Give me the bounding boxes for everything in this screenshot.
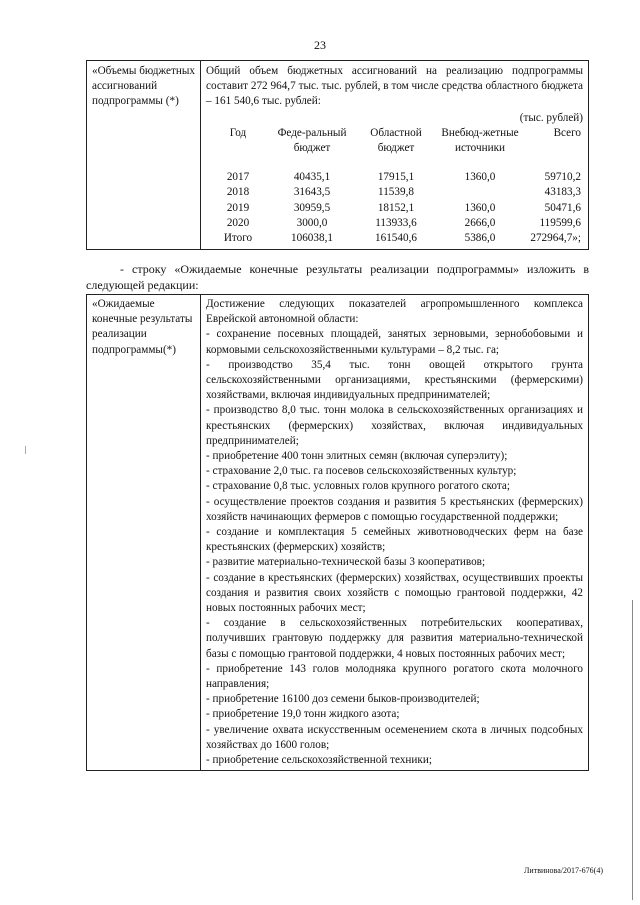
cell-total: 59710,2 [544, 171, 581, 184]
cell-regional: 161540,6 [375, 232, 417, 245]
cell-federal: 30959,5 [293, 201, 331, 214]
financing-table [206, 126, 583, 246]
list-item: - приобретение сельскохозяйственной техники; [206, 754, 432, 767]
list-item: - приобретение 16100 доз семени быков-производителей; [206, 693, 480, 706]
cell-extrabudget: 2666,0 [464, 216, 496, 229]
cell-total: 50471,6 [544, 201, 581, 214]
list-item: - страхование 2,0 тыс. га посевов сельскохозяйственных культур; [206, 465, 517, 478]
cell-federal: 31643,5 [293, 186, 331, 199]
cell-regional: 113933,6 [375, 216, 417, 229]
list-item: - сохранение посевных площадей, занятых зерновыми, зернобобовыми и кормовыми сельскохозяйственными культурами – 8,2 тыс. га; [206, 328, 583, 356]
header-total: Всего [553, 126, 581, 139]
list-item: - приобретение 143 голов молодняка крупного рогатого скота молочного направления; [206, 662, 583, 691]
cell-regional: 17915,1 [377, 171, 415, 184]
list-item: - создание в крестьянских (фермерских) хозяйствах, осуществивших проекты создания и развития своих хозяйств с помощью грантовой поддержки, 42 новых постоянных рабочих мест; [206, 571, 583, 615]
list-item: - приобретение 400 тонн элитных семян (включая суперэлиту); [206, 450, 508, 463]
cell-federal: 40435,1 [293, 171, 331, 184]
table-row-total [206, 231, 583, 246]
instruction-text: - строку «Ожидаемые конечные результаты реализации подпрограммы» изложить в следующей редакции: [86, 262, 589, 292]
cell-extrabudget: 5386,0 [464, 232, 496, 245]
scan-mark [25, 446, 26, 454]
cell-year: 2017 [226, 171, 250, 184]
list-item: - увеличение охвата искусственным осеменением скота в личных подсобных хозяйствах до 1600 голов; [206, 723, 583, 751]
cell-extrabudget: 1360,0 [464, 171, 496, 184]
page-number: 23 [314, 38, 326, 52]
table-row [206, 201, 583, 216]
cell-federal: 106038,1 [291, 232, 333, 245]
list-item: - создание в сельскохозяйственных потребительских кооперативах, получивших грантовую поддержку для развития материально-технической базы с помощью грантовой поддержки, 4 новых постоянных рабочих мест; [206, 617, 583, 660]
cell-total: 119599,6 [539, 216, 581, 229]
table-row [206, 170, 583, 185]
header-federal: Феде-ральный бюджет [277, 126, 347, 155]
results-table [86, 294, 589, 771]
header-regional: Областной бюджет [370, 126, 422, 155]
list-item: - осуществление проектов создания и развития 5 крестьянских (фермерских) хозяйств начинающих фермеров с помощью государственной поддержки; [206, 495, 583, 523]
header-extrabudget: Внебюд-жетные источники [441, 126, 519, 155]
cell-total: 272964,7»; [530, 232, 581, 245]
budget-content [201, 61, 589, 250]
cell-federal: 3000,0 [296, 216, 328, 229]
footer-ref: Литвинова/2017-676(4) [524, 866, 603, 875]
results-content [201, 295, 589, 771]
cell-year: 2018 [226, 186, 250, 199]
cell-regional: 18152,1 [377, 201, 415, 214]
cell-extrabudget [438, 185, 522, 200]
cell-regional: 11539,8 [378, 186, 414, 199]
table-row [206, 216, 583, 231]
cell-year: 2019 [226, 201, 250, 214]
list-item: - страхование 0,8 тыс. условных голов крупного рогатого скота; [206, 480, 510, 493]
results-label: «Ожидаемые конечные результаты реализации подпрограммы(*) [87, 295, 201, 771]
list-item: - создание и комплектация 5 семейных животноводческих ферм на базе крестьянских (фермерских) хозяйств; [206, 526, 583, 554]
list-item: - производство 35,4 тыс. тонн овощей открытого грунта сельскохозяйственными организациями, крестьянскими (фермерскими) хозяйствами, включая индивидуальных предпринимателей; [206, 358, 583, 402]
cell-total: 43183,3 [544, 186, 581, 199]
list-item: - развитие материально-технической базы 3 кооперативов; [206, 556, 486, 569]
budget-text: Общий объем бюджетных ассигнований на реализацию подпрограммы составит 272 964,7 тыс. тыс. рублей, в том числе средства областного бюджета – 161 540,6 тыс. рублей: [206, 65, 583, 108]
cell-extrabudget: 1360,0 [464, 201, 496, 214]
cell-year: 2020 [226, 216, 250, 229]
results-intro: Достижение следующих показателей агропромышленного комплекса Еврейской автономной области: [206, 298, 583, 326]
list-item: - приобретение 19,0 тонн жидкого азота; [206, 708, 400, 721]
scan-edge [632, 600, 633, 900]
unit-label: (тыс. рублей) [519, 111, 583, 124]
table-row [206, 185, 583, 200]
budget-table [86, 60, 589, 250]
cell-year: Итого [223, 232, 253, 245]
budget-label: «Объемы бюджетных ассигнований подпрограммы (*) [87, 61, 201, 250]
list-item: - производство 8,0 тыс. тонн молока в сельскохозяйственных организациях и крестьянских (фермерских) хозяйствах, включая индивидуальных предпринимателей; [206, 404, 583, 447]
header-year: Год [229, 126, 247, 139]
